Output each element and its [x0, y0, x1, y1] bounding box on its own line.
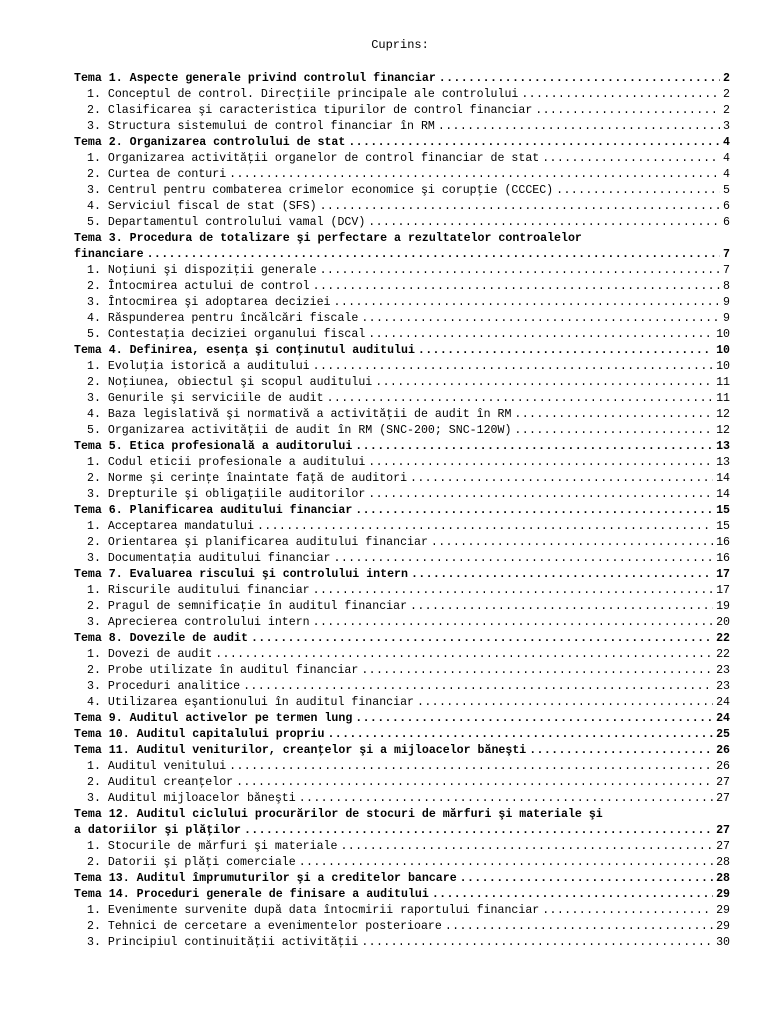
dot-leader [542, 903, 713, 919]
toc-page-number: 3 [723, 120, 730, 133]
dot-leader [313, 615, 713, 631]
toc-topic [74, 743, 730, 759]
toc-subentry [74, 583, 730, 599]
toc-subentry [74, 407, 730, 423]
toc-page-number: 19 [716, 600, 730, 613]
toc-entry-label: 5. Departamentul controlului vamal (DCV) [87, 216, 366, 229]
toc-page-number: 11 [716, 376, 730, 389]
toc-subentry [74, 311, 730, 327]
toc-page-number: 22 [716, 632, 730, 645]
toc-entry-label: 1. Evoluţia istorică a auditului [87, 360, 310, 373]
toc-topic [74, 871, 730, 887]
toc-entry-label: Tema 13. Auditul împrumuturilor şi a creditelor bancare [74, 872, 457, 885]
toc-entry-label: Tema 10. Auditul capitalului propriu [74, 728, 325, 741]
toc-page-number: 26 [716, 744, 730, 757]
toc-subentry [74, 695, 730, 711]
dot-leader [535, 103, 720, 119]
toc-topic [74, 727, 730, 743]
toc-entry-label: Tema 11. Auditul veniturilor, creanţelor şi a mijloacelor băneşti [74, 744, 527, 757]
toc-topic [74, 807, 730, 823]
toc-page-number: 13 [716, 456, 730, 469]
toc-subentry [74, 775, 730, 791]
toc-page-number: 27 [716, 840, 730, 853]
toc-page-number: 27 [716, 792, 730, 805]
toc-entry-label: 1. Dovezi de audit [87, 648, 213, 661]
toc-entry-label: 1. Organizarea activităţii organelor de control financiar de stat [87, 152, 540, 165]
toc-entry-label: 3. Drepturile şi obligaţiile auditorilor [87, 488, 366, 501]
dot-leader [556, 183, 720, 199]
toc-subentry [74, 215, 730, 231]
toc-entry-label: 1. Acceptarea mandatului [87, 520, 254, 533]
toc-topic [74, 135, 730, 151]
toc-page-number: 5 [723, 184, 730, 197]
toc-entry-label: Tema 8. Dovezile de audit [74, 632, 248, 645]
page-title: Cuprins: [371, 38, 429, 52]
dot-leader [432, 887, 713, 903]
toc-page-number: 10 [716, 344, 730, 357]
toc-subentry [74, 199, 730, 215]
toc-page-number: 17 [716, 584, 730, 597]
dot-leader [361, 311, 720, 327]
toc-page-number: 10 [716, 360, 730, 373]
toc-page-number: 16 [716, 536, 730, 549]
dot-leader [418, 343, 713, 359]
toc-entry-label: 1. Auditul venitului [87, 760, 227, 773]
toc-subentry [74, 167, 730, 183]
toc-entry-label: 2. Clasificarea şi caracteristica tipurilor de control financiar [87, 104, 533, 117]
dot-leader [439, 71, 720, 87]
dot-leader [410, 599, 713, 615]
toc-page-number: 13 [716, 440, 730, 453]
toc-entry-label: 3. Proceduri analitice [87, 680, 241, 693]
toc-page-number: 9 [723, 312, 730, 325]
toc-subentry [74, 263, 730, 279]
table-of-contents [74, 71, 730, 951]
dot-leader [215, 647, 713, 663]
toc-subentry [74, 103, 730, 119]
dot-leader [243, 679, 713, 695]
toc-page-number: 11 [716, 392, 730, 405]
dot-leader [244, 823, 713, 839]
toc-entry-label: Tema 12. Auditul ciclului procurărilor de stocuri de mărfuri şi materiale şi [74, 808, 603, 821]
dot-leader [313, 279, 720, 295]
toc-entry-label: 2. Pragul de semnificaţie în auditul financiar [87, 600, 408, 613]
toc-subentry [74, 599, 730, 615]
toc-entry-label: 3. Documentaţia auditului financiar [87, 552, 331, 565]
dot-leader [410, 471, 713, 487]
toc-page-number: 8 [723, 280, 730, 293]
dot-leader [229, 759, 713, 775]
toc-entry-label: 5. Organizarea activităţii de audit în RM (SNC-200; SNC-120W) [87, 424, 512, 437]
toc-entry-label: Tema 5. Etica profesională a auditorului [74, 440, 353, 453]
dot-leader [375, 375, 713, 391]
toc-subentry [74, 759, 730, 775]
toc-entry-label: 1. Codul eticii profesionale a auditului [87, 456, 366, 469]
toc-entry-label: 3. Auditul mijloacelor băneşti [87, 792, 296, 805]
toc-page-number: 29 [716, 888, 730, 901]
toc-subentry [74, 919, 730, 935]
toc-page-number: 15 [716, 520, 730, 533]
dot-leader [320, 199, 720, 215]
toc-page-number: 9 [723, 296, 730, 309]
toc-topic [74, 503, 730, 519]
toc-entry-label: 2. Noţiunea, obiectul şi scopul auditului [87, 376, 373, 389]
toc-page-number: 17 [716, 568, 730, 581]
toc-topic-continuation [74, 247, 730, 263]
dot-leader [257, 519, 713, 535]
toc-subentry [74, 455, 730, 471]
toc-page-number: 22 [716, 648, 730, 661]
toc-page-number: 12 [716, 424, 730, 437]
dot-leader [229, 167, 720, 183]
toc-entry-label: Tema 6. Planificarea auditului financiar [74, 504, 353, 517]
toc-topic-continuation [74, 823, 730, 839]
toc-subentry [74, 519, 730, 535]
toc-topic [74, 567, 730, 583]
toc-page-number: 4 [723, 136, 730, 149]
dot-leader [334, 551, 714, 567]
toc-entry-label: 1. Riscurile auditului financiar [87, 584, 310, 597]
toc-subentry [74, 615, 730, 631]
toc-page-number: 30 [716, 936, 730, 949]
toc-entry-label: 2. Orientarea şi planificarea auditului financiar [87, 536, 428, 549]
dot-leader [313, 359, 713, 375]
toc-entry-label: 4. Utilizarea eşantionului în auditul financiar [87, 696, 414, 709]
dot-leader [514, 423, 713, 439]
toc-entry-label: 1. Conceptul de control. Direcţiile principale ale controlului [87, 88, 519, 101]
toc-page-number: 23 [716, 680, 730, 693]
toc-page-number: 15 [716, 504, 730, 517]
toc-subentry [74, 471, 730, 487]
toc-subentry [74, 663, 730, 679]
toc-page-number: 23 [716, 664, 730, 677]
toc-page-number: 20 [716, 616, 730, 629]
dot-leader [368, 455, 713, 471]
toc-subentry [74, 151, 730, 167]
toc-page-number: 12 [716, 408, 730, 421]
dot-leader [368, 487, 713, 503]
toc-entry-label: 3. Structura sistemului de control financiar în RM [87, 120, 435, 133]
toc-entry-label: 1. Evenimente survenite după data întocmirii raportului financiar [87, 904, 540, 917]
toc-entry-label-continued: a datoriilor şi plăţilor [74, 824, 241, 837]
toc-entry-label-continued: financiare [74, 248, 144, 261]
toc-subentry [74, 791, 730, 807]
dot-leader [438, 119, 720, 135]
toc-entry-label: 3. Genurile şi serviciile de audit [87, 392, 324, 405]
toc-page-number: 6 [723, 216, 730, 229]
toc-entry-label: 2. Auditul creanţelor [87, 776, 234, 789]
dot-leader [355, 503, 713, 519]
toc-page-number: 24 [716, 696, 730, 709]
toc-subentry [74, 183, 730, 199]
toc-entry-label: Tema 4. Definirea, esenţa şi conţinutul auditului [74, 344, 415, 357]
toc-subentry [74, 295, 730, 311]
dot-leader [299, 791, 713, 807]
dot-leader [348, 135, 720, 151]
toc-page-number: 25 [716, 728, 730, 741]
toc-subentry [74, 535, 730, 551]
toc-subentry [74, 279, 730, 295]
toc-entry-label: 2. Curtea de conturi [87, 168, 227, 181]
toc-topic [74, 439, 730, 455]
toc-subentry [74, 423, 730, 439]
toc-entry-label: Tema 14. Proceduri generale de finisare a auditului [74, 888, 429, 901]
toc-subentry [74, 839, 730, 855]
toc-entry-label: 3. Aprecierea controlului intern [87, 616, 310, 629]
toc-topic [74, 631, 730, 647]
toc-entry-label: 4. Baza legislativă şi normativă a activităţii de audit în RM [87, 408, 512, 421]
dot-leader [236, 775, 713, 791]
toc-entry-label: Tema 1. Aspecte generale privind controlul financiar [74, 72, 436, 85]
toc-topic [74, 71, 730, 87]
toc-subentry [74, 935, 730, 951]
dot-leader [411, 567, 713, 583]
toc-subentry [74, 679, 730, 695]
toc-page-number: 7 [723, 248, 730, 261]
toc-subentry [74, 375, 730, 391]
toc-page-number: 29 [716, 920, 730, 933]
dot-leader [320, 263, 720, 279]
toc-page-number: 24 [716, 712, 730, 725]
toc-entry-label: 4. Serviciul fiscal de stat (SFS) [87, 200, 317, 213]
dot-leader [529, 743, 713, 759]
toc-entry-label: Tema 9. Auditul activelor pe termen lung [74, 712, 353, 725]
toc-page-number: 10 [716, 328, 730, 341]
dot-leader [340, 839, 713, 855]
toc-entry-label: 2. Datorii şi plăţi comerciale [87, 856, 296, 869]
toc-page-number: 14 [716, 472, 730, 485]
toc-topic [74, 231, 730, 247]
dot-leader [327, 391, 714, 407]
dot-leader [355, 711, 713, 727]
toc-subentry [74, 647, 730, 663]
toc-subentry [74, 487, 730, 503]
toc-page-number: 2 [723, 72, 730, 85]
dot-leader [521, 87, 720, 103]
dot-leader [334, 295, 721, 311]
toc-entry-label: 2. Întocmirea actului de control [87, 280, 310, 293]
dot-leader [368, 215, 720, 231]
toc-subentry [74, 855, 730, 871]
toc-subentry [74, 903, 730, 919]
toc-page-number: 27 [716, 824, 730, 837]
toc-page-number: 14 [716, 488, 730, 501]
toc-subentry [74, 119, 730, 135]
toc-topic [74, 887, 730, 903]
toc-page-number: 16 [716, 552, 730, 565]
toc-subentry [74, 391, 730, 407]
dot-leader [542, 151, 720, 167]
dot-leader [361, 663, 713, 679]
dot-leader [368, 327, 713, 343]
dot-leader [327, 727, 713, 743]
toc-page-number: 4 [723, 168, 730, 181]
dot-leader [355, 439, 713, 455]
toc-entry-label: 1. Noţiuni şi dispoziţii generale [87, 264, 317, 277]
toc-entry-label: 2. Probe utilizate în auditul financiar [87, 664, 359, 677]
toc-page-number: 4 [723, 152, 730, 165]
dot-leader [299, 855, 713, 871]
toc-entry-label: 3. Centrul pentru combaterea crimelor economice şi corupţie (CCCEC) [87, 184, 554, 197]
dot-leader [460, 871, 713, 887]
toc-page-number: 28 [716, 856, 730, 869]
toc-subentry [74, 327, 730, 343]
dot-leader [147, 247, 720, 263]
toc-topic [74, 343, 730, 359]
toc-subentry [74, 359, 730, 375]
toc-page-number: 29 [716, 904, 730, 917]
dot-leader [445, 919, 713, 935]
toc-page-number: 6 [723, 200, 730, 213]
toc-entry-label: 2. Tehnici de cercetare a evenimentelor posterioare [87, 920, 442, 933]
toc-subentry [74, 551, 730, 567]
toc-entry-label: Tema 3. Procedura de totalizare şi perfectare a rezultatelor controalelor [74, 232, 582, 245]
toc-topic [74, 711, 730, 727]
dot-leader [361, 935, 713, 951]
toc-entry-label: 3. Întocmirea şi adoptarea deciziei [87, 296, 331, 309]
toc-entry-label: 3. Principiul continuităţii activităţii [87, 936, 359, 949]
dot-leader [431, 535, 713, 551]
toc-page-number: 2 [723, 104, 730, 117]
toc-entry-label: 2. Norme şi cerinţe înaintate faţă de auditori [87, 472, 408, 485]
dot-leader [313, 583, 713, 599]
dot-leader [417, 695, 713, 711]
dot-leader [514, 407, 713, 423]
toc-page-number: 2 [723, 88, 730, 101]
toc-page-number: 28 [716, 872, 730, 885]
toc-page-number: 27 [716, 776, 730, 789]
toc-entry-label: 5. Contestaţia deciziei organului fiscal [87, 328, 366, 341]
toc-page-number: 26 [716, 760, 730, 773]
dot-leader [251, 631, 713, 647]
toc-subentry [74, 87, 730, 103]
toc-entry-label: Tema 2. Organizarea controlului de stat [74, 136, 346, 149]
toc-entry-label: Tema 7. Evaluarea riscului şi controlului intern [74, 568, 408, 581]
toc-entry-label: 1. Stocurile de mărfuri şi materiale [87, 840, 338, 853]
toc-page-number: 7 [723, 264, 730, 277]
toc-entry-label: 4. Răspunderea pentru încălcări fiscale [87, 312, 359, 325]
